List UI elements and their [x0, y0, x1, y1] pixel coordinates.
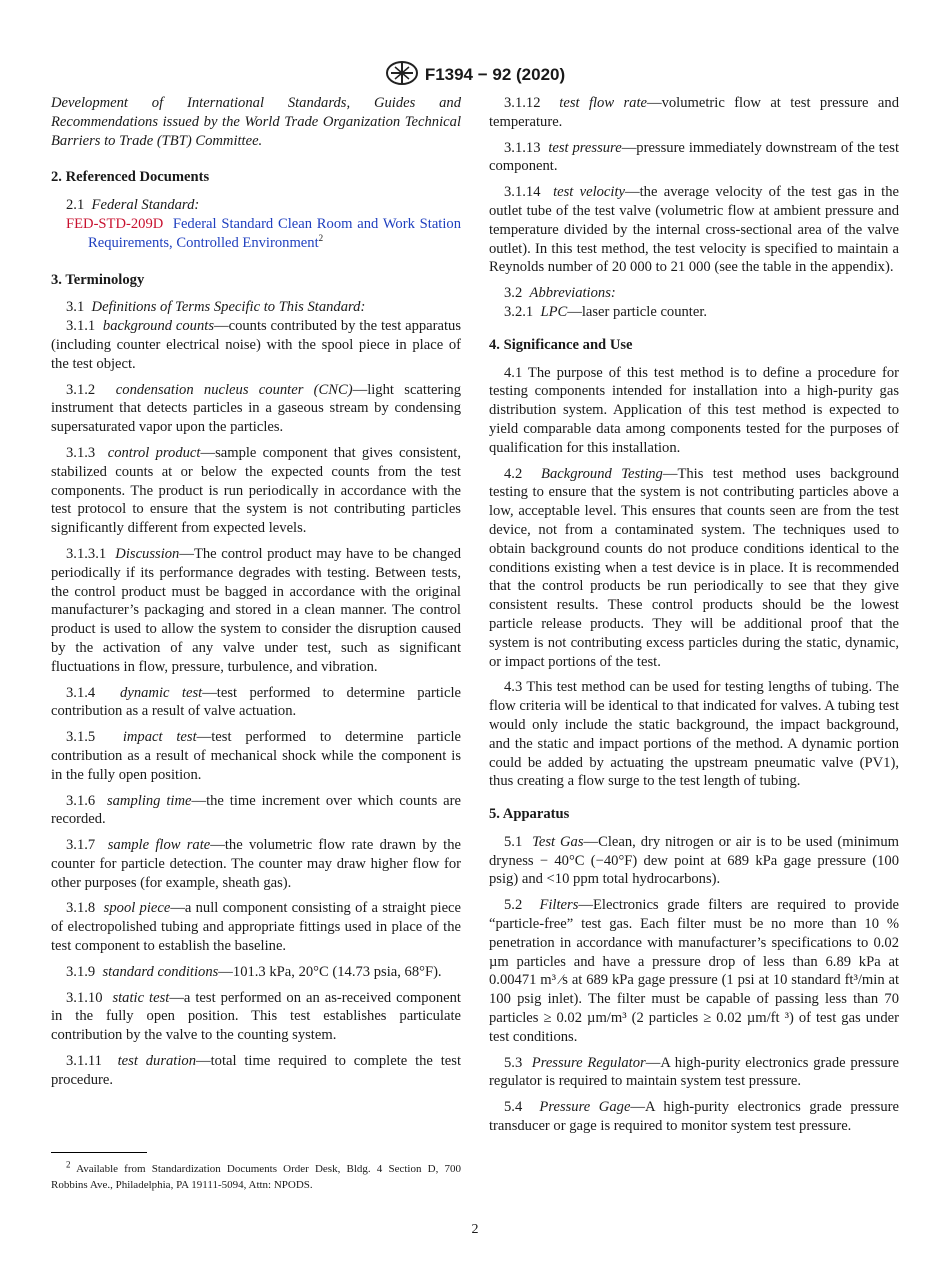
- subsection-3-2: 3.2 Abbreviations:: [504, 285, 616, 302]
- para-4-1: 4.1 The purpose of this test method is to define a procedure for testing components intended for installation into a high-purity gas distribution system. Application of this test method is expected to yield comparable data among components tested for the purposes of qualification for this installation.: [489, 364, 899, 456]
- page-number: 2: [471, 1222, 479, 1237]
- standard-designation: F1394 − 92 (2020): [424, 64, 566, 84]
- astm-logo-icon: [385, 60, 419, 91]
- footnote-ref: 2: [318, 232, 324, 243]
- term-3-1-2: 3.1.2 condensation nucleus counter (CNC)—light scattering instrument that detects particles in a gaseous stream by condensing supersaturated vapor upon the particles.: [51, 381, 461, 436]
- para-5-4: 5.4 Pressure Gage—A high-purity electronics grade pressure transducer or gage is required to monitor system test pressure.: [489, 1099, 899, 1135]
- para-4-2: 4.2 Background Testing—This test method uses background testing to ensure that the system is not contributing particles above a low, acceptable level. This ensures that counts seen are from the test device, not from a contaminated system. The techniques used to obtain background counts do not produce conditions identical to the conditions existing when a test device is in place. It is recommended that the control products be run periodically to see that they give consistent results. These control products should be the lowest particle release products. They will be additional proof that the system is not contributing excess particles during the static, dynamic, or impact portions of the test.: [489, 465, 899, 670]
- term-3-1-10: 3.1.10 static test—a test performed on an as-received component in the fully open position. This test establishes particulate contribution by the valve to the counting system.: [51, 989, 461, 1044]
- term-3-1-13: 3.1.13 test pressure—pressure immediately downstream of the test component.: [489, 139, 899, 175]
- intro-paragraph: Development of International Standards, Guides and Recommendations issued by the World Trade Organization Technical Barriers to Trade (TBT) Committee.: [51, 95, 461, 149]
- term-3-1-6: 3.1.6 sampling time—the time increment over which counts are recorded.: [51, 792, 461, 828]
- term-3-1-3: 3.1.3 control product—sample component that gives consistent, stabilized counts at or below the expected counts from the test components. The product is run periodically in accordance with the test protocol to ensure that the system is not contributing particles significantly different from expected levels.: [51, 444, 462, 537]
- term-3-1-3-1: 3.1.3.1 Discussion—The control product may have to be changed periodically if its performance degrades with testing. Between tests, the control product must be bagged in accordance with the original manufacturer’s packaging and stored in a clean manner. The control product is used to allow the system to consider the disruption caused by the activation of any valve under test, such as significant fluctuations in flow, pressure, turbulence, and vibration.: [51, 545, 461, 675]
- section-2-heading: 2. Referenced Documents: [51, 169, 210, 186]
- right-column: [489, 94, 899, 1143]
- para-4-3: 4.3 This test method can be used for testing lengths of tubing. The flow criteria will be identical to that indicated for valves. A tubing test would only include the static background, the impact background, and the static and impact portions of the method. A dynamic portion could be added by actuating the upstream pneumatic valve (PV1), thus creating a flow surge to the test length of tubing.: [489, 679, 899, 790]
- para-5-2: 5.2 Filters—Electronics grade filters are required to provide “particle-free” test gas. Each filter must be no more than 10 % penetration in accordance with manufacturer’s specifications to 0.02 µm particles and have a pressure drop of less than 6.89 kPa at 0.00471 m³ ⁄s at 689 kPa gage pressure (1 psi at 10 standard ft³/min at 100 psig inlet). The filter must be capable of passing less than 70 particles ≥ 0.02 µm/m³ (2 particles ≥ 0.02 µm/ft ³) of test gas under test conditions.: [489, 897, 900, 1045]
- term-3-1-8: 3.1.8 spool piece—a null component consisting of a straight piece of electropolished tubing and appropriate fittings used in place of the test component to establish the baseline.: [51, 900, 462, 955]
- term-3-1-14: 3.1.14 test velocity—the average velocity of the test gas in the outlet tube of the test valve (volumetric flow at ambient pressure and temperature divided by the internal cross-sectional area of the valve outlet). In this test method, the test velocity is specified to maintain a Reynolds number of 20 000 to 21 000 (see the table in the appendix).: [489, 184, 899, 276]
- left-column: [51, 94, 461, 1097]
- ref-title[interactable]: Federal Standard Clean Room and Work Station Requirements, Controlled Environment: [88, 215, 461, 251]
- subsection-2-1: 2.1 Federal Standard:: [66, 197, 200, 214]
- subsection-3-1: 3.1 Definitions of Terms Specific to This Standard:: [66, 299, 366, 316]
- term-3-1-1: 3.1.1 background counts—counts contributed by the test apparatus (including counter electrical noise) with the spool piece in place of the test object.: [51, 318, 462, 372]
- section-5-heading: 5. Apparatus: [489, 806, 570, 823]
- term-3-1-4: 3.1.4 dynamic test—test performed to determine particle contribution as a result of valve actuation.: [51, 684, 461, 720]
- page-header: [0, 60, 950, 91]
- para-5-3: 5.3 Pressure Regulator—A high-purity electronics grade pressure regulator is required to maintain system test pressure.: [489, 1054, 900, 1090]
- term-3-1-7: 3.1.7 sample flow rate—the volumetric flow rate drawn by the counter for particle detection. The counter may draw higher flow for other purposes (for example, sheath gas).: [51, 837, 461, 891]
- term-3-2-1: 3.2.1 LPC—laser particle counter.: [504, 303, 708, 320]
- section-3-heading: 3. Terminology: [51, 271, 145, 288]
- referenced-document-link[interactable]: [66, 215, 461, 253]
- term-3-1-5: 3.1.5 impact test—test performed to determine particle contribution as a result of mechanical shock while the component is in the fully open position.: [51, 729, 461, 783]
- footnote-divider: [51, 1152, 147, 1153]
- term-3-1-11: 3.1.11 test duration—total time required to complete the test procedure.: [51, 1053, 462, 1088]
- term-3-1-12: 3.1.12 test flow rate—volumetric flow at test pressure and temperature.: [489, 95, 900, 130]
- ref-code[interactable]: FED-STD-209D: [66, 215, 164, 232]
- term-3-1-9: 3.1.9 standard conditions—101.3 kPa, 20°C (14.73 psia, 68°F).: [66, 963, 442, 980]
- section-4-heading: 4. Significance and Use: [489, 336, 633, 353]
- para-5-1: 5.1 Test Gas—Clean, dry nitrogen or air is to be used (minimum dryness − 40°C (−40°F) dew point at 689 kPa gage pressure (100 psig) and <10 ppm total hydrocarbons).: [489, 833, 900, 888]
- footnote: $^2$ Available from Standardization Documents Order Desk, Bldg. 4 Section D, 700 Robbins Ave., Philadelphia, PA 19111-5094, Attn: NPODS.: [51, 1159, 461, 1191]
